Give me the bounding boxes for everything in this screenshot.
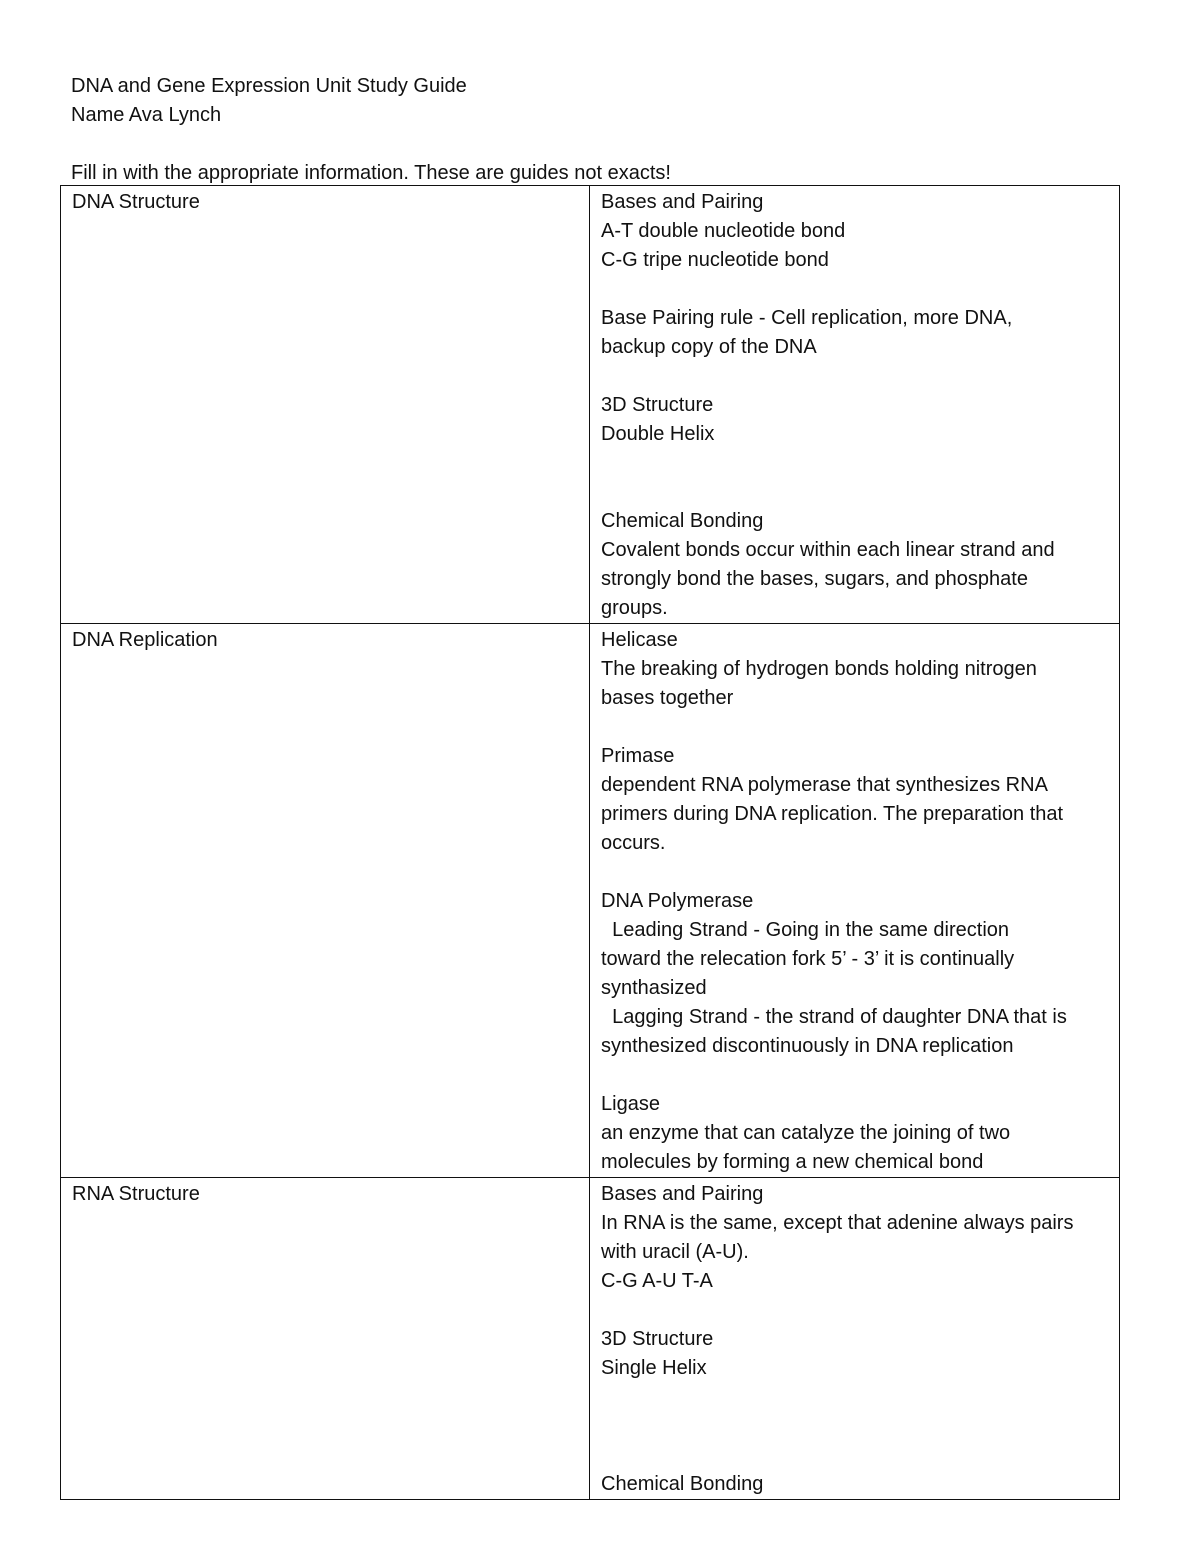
note-line: The breaking of hydrogen bonds holding nitrogen: [601, 658, 1037, 680]
note-line: groups.: [601, 597, 668, 619]
note-line: bases together: [601, 687, 734, 709]
note-line: dependent RNA polymerase that synthesizes RNA: [601, 774, 1048, 796]
note-line: Lagging Strand - the strand of daughter DNA that is: [601, 1006, 1067, 1028]
note-line: synthesized discontinuously in DNA replication: [601, 1035, 1014, 1057]
section-heading: 3D Structure: [601, 1328, 714, 1350]
notes-cell: [590, 186, 1120, 624]
note-line: C-G tripe nucleotide bond: [601, 249, 829, 271]
document-header: [71, 72, 671, 188]
note-line: Leading Strand - Going in the same direction: [601, 919, 1010, 941]
note-line: Single Helix: [601, 1357, 707, 1379]
table-row-rna-structure: [61, 1178, 1120, 1500]
topic-cell: [61, 624, 590, 1178]
document-title: DNA and Gene Expression Unit Study Guide: [71, 75, 467, 97]
section-heading: Bases and Pairing: [601, 191, 764, 213]
topic-cell: [61, 1178, 590, 1500]
note-line: molecules by forming a new chemical bond: [601, 1151, 984, 1173]
section-heading: 3D Structure: [601, 394, 714, 416]
topic-cell: [61, 186, 590, 624]
table-row-dna-replication: [61, 624, 1120, 1178]
section-heading: Helicase: [601, 629, 678, 651]
section-heading: DNA Polymerase: [601, 890, 754, 912]
note-line: C-G A-U T-A: [601, 1270, 713, 1292]
note-line: Double Helix: [601, 423, 715, 445]
section-heading: Chemical Bonding: [601, 1473, 764, 1495]
note-line: synthasized: [601, 977, 707, 999]
note-line: with uracil (A-U).: [601, 1241, 749, 1263]
note-line: In RNA is the same, except that adenine always pairs: [601, 1212, 1074, 1234]
instructions-text: Fill in with the appropriate information. These are guides not exacts!: [71, 162, 671, 184]
section-heading: Chemical Bonding: [601, 510, 764, 532]
note-line: primers during DNA replication. The preparation that: [601, 803, 1064, 825]
topic-label: RNA Structure: [72, 1183, 200, 1205]
note-line: Covalent bonds occur within each linear strand and: [601, 539, 1055, 561]
note-line: toward the relecation fork 5’ - 3’ it is continually: [601, 948, 1015, 970]
section-heading: Base Pairing rule - Cell replication, more DNA,: [601, 307, 1013, 329]
note-line: an enzyme that can catalyze the joining of two: [601, 1122, 1011, 1144]
section-heading: Ligase: [601, 1093, 660, 1115]
study-guide-table: [60, 185, 1120, 1500]
note-line: occurs.: [601, 832, 666, 854]
notes-cell: [590, 624, 1120, 1178]
section-heading: Primase: [601, 745, 675, 767]
student-name: Name Ava Lynch: [71, 104, 222, 126]
note-line: A-T double nucleotide bond: [601, 220, 846, 242]
note-line: strongly bond the bases, sugars, and phosphate: [601, 568, 1028, 590]
note-line: backup copy of the DNA: [601, 336, 817, 358]
topic-label: DNA Structure: [72, 191, 200, 213]
topic-label: DNA Replication: [72, 629, 218, 651]
table-row-dna-structure: [61, 186, 1120, 624]
notes-cell: [590, 1178, 1120, 1500]
section-heading: Bases and Pairing: [601, 1183, 764, 1205]
